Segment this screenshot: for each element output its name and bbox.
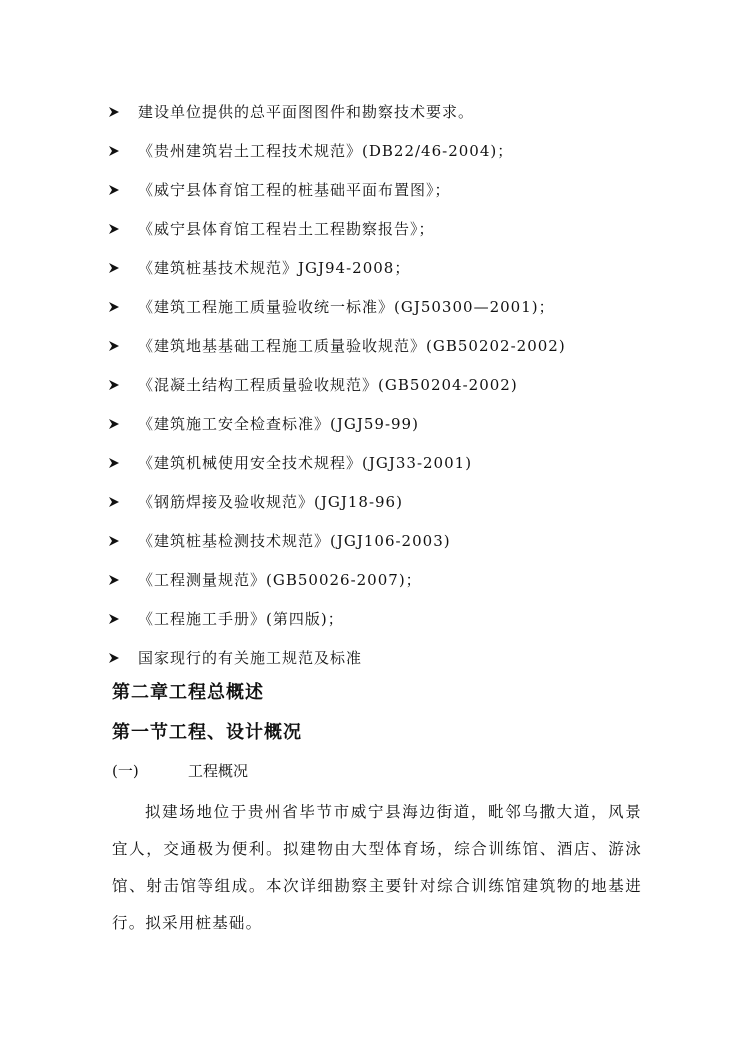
reference-text: 建设单位提供的总平面图图件和勘察技术要求。: [138, 103, 475, 121]
reference-list-item: [108, 599, 566, 638]
subsection-heading: [112, 760, 248, 781]
reference-text: 《建筑桩基检测技术规范》(JGJ106-2003): [138, 532, 451, 550]
arrowhead-bullet-icon: [108, 262, 138, 274]
arrowhead-bullet-icon: [108, 301, 138, 313]
arrowhead-bullet-icon: [108, 535, 138, 547]
reference-list-item: [108, 560, 566, 599]
reference-list-item: [108, 443, 566, 482]
arrowhead-bullet-icon: [108, 184, 138, 196]
arrowhead-bullet-icon: [108, 457, 138, 469]
chapter-title: 第二章工程总概述: [112, 682, 264, 703]
reference-text: 《工程测量规范》(GB50026-2007)；: [138, 571, 422, 589]
reference-text: 《混凝土结构工程质量验收规范》(GB50204-2002): [138, 376, 518, 394]
arrowhead-bullet-icon: [108, 106, 138, 118]
arrowhead-bullet-icon: [108, 496, 138, 508]
reference-list-item: [108, 209, 566, 248]
arrowhead-bullet-icon: [108, 652, 138, 664]
reference-text: 《贵州建筑岩土工程技术规范》(DB22/46-2004)；: [138, 142, 514, 160]
arrowhead-bullet-icon: [108, 418, 138, 430]
reference-text: 《建筑地基基础工程施工质量验收规范》(GB50202-2002): [138, 337, 566, 355]
arrowhead-bullet-icon: [108, 340, 138, 352]
reference-text: 《建筑机械使用安全技术规程》(JGJ33-2001): [138, 454, 473, 472]
reference-text: 《威宁县体育馆工程岩土工程勘察报告》；: [138, 220, 435, 238]
reference-text: 《建筑工程施工质量验收统一标准》(GJ50300—2001)；: [138, 298, 555, 316]
reference-text: 《建筑桩基技术规范》JGJ94-2008；: [138, 259, 411, 277]
reference-list: [108, 92, 566, 677]
reference-text: 《威宁县体育馆工程的桩基础平面布置图》；: [138, 181, 451, 199]
subsection-number: (一): [112, 762, 139, 780]
subsection-title: 工程概况: [188, 762, 249, 780]
reference-list-item: [108, 248, 566, 287]
reference-text: 《工程施工手册》(第四版)；: [138, 610, 344, 628]
reference-list-item: [108, 92, 566, 131]
arrowhead-bullet-icon: [108, 145, 138, 157]
reference-list-item: [108, 287, 566, 326]
reference-list-item: [108, 170, 566, 209]
reference-text: 国家现行的有关施工规范及标准: [138, 649, 363, 667]
arrowhead-bullet-icon: [108, 223, 138, 235]
arrowhead-bullet-icon: [108, 379, 138, 391]
reference-list-item: [108, 326, 566, 365]
reference-list-item: [108, 365, 566, 404]
reference-list-item: [108, 482, 566, 521]
reference-list-item: [108, 131, 566, 170]
arrowhead-bullet-icon: [108, 574, 138, 586]
reference-list-item: [108, 638, 566, 677]
arrowhead-bullet-icon: [108, 613, 138, 625]
reference-list-item: [108, 404, 566, 443]
reference-text: 《钢筋焊接及验收规范》(JGJ18-96): [138, 493, 403, 511]
section-title: 第一节工程、设计概况: [112, 722, 302, 743]
project-overview-paragraph: 拟建场地位于贵州省毕节市威宁县海边街道，毗邻乌撒大道，风景宜人，交通极为便利。拟建物由大型体育场，综合训练馆、酒店、游泳馆、射击馆等组成。本次详细勘察主要针对综合训练馆建筑物的地基进行。拟采用桩基础。: [112, 803, 642, 932]
reference-text: 《建筑施工安全检查标准》(JGJ59-99): [138, 415, 419, 433]
reference-list-item: [108, 521, 566, 560]
